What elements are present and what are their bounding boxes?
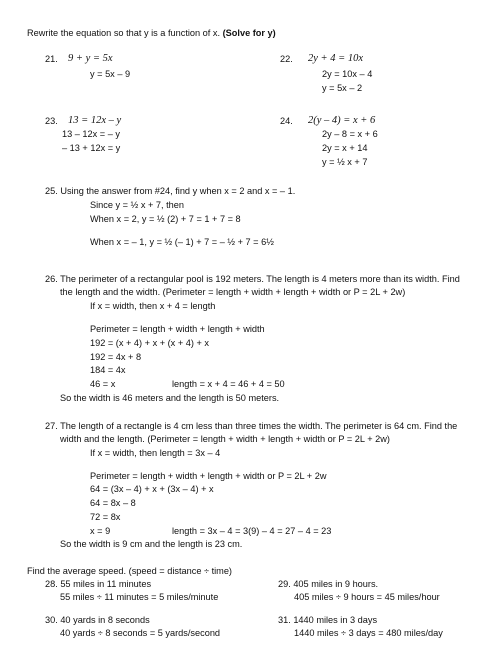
problem-26-step: 192 = 4x + 8 [90, 352, 142, 362]
problem-27-question: 27. The length of a rectangle is 4 cm less than three times the width. The perimeter is 64 cm. Find the [45, 421, 458, 431]
problem-25-step: When x = 2, y = ½ (2) + 7 = 1 + 7 = 8 [90, 214, 241, 224]
problem-26-step: 184 = 4x [90, 365, 126, 375]
problem-24-step: y = ½ x + 7 [322, 157, 368, 167]
problem-21-number: 21. [45, 54, 58, 64]
problem-26-length-step: length = x + 4 = 46 + 4 = 50 [172, 379, 285, 389]
problem-29-answer: 405 miles ÷ 9 hours = 45 miles/hour [294, 592, 440, 602]
problem-27-length-step: length = 3x – 4 = 3(9) – 4 = 27 – 4 = 23 [172, 526, 332, 536]
problem-25-step: Since y = ½ x + 7, then [90, 200, 184, 210]
problem-28-question: 28. 55 miles in 11 minutes [45, 579, 152, 589]
problem-21-equation: 9 + y = 5x [68, 53, 113, 64]
problem-30-answer: 40 yards ÷ 8 seconds = 5 yards/second [60, 628, 221, 638]
problem-22-step: 2y = 10x – 4 [322, 69, 373, 79]
problem-27-step: Perimeter = length + width + length + width or P = 2L + 2w [90, 471, 327, 481]
instruction-text: Rewrite the equation so that y is a function of x. [27, 28, 221, 38]
problem-26-conclusion: So the width is 46 meters and the length is 50 meters. [60, 393, 280, 403]
instruction-bold-text: (Solve for y) [222, 28, 276, 38]
problem-27-step: 64 = (3x – 4) + x + (3x – 4) + x [90, 484, 214, 494]
problem-26-step: 46 = x [90, 379, 116, 389]
problem-26-question-cont: the length and the width. (Perimeter = length + width + length + width or P = 2L + 2w) [60, 287, 406, 297]
problem-27-step: 72 = 8x [90, 512, 121, 522]
problem-31-question: 31. 1440 miles in 3 days [278, 615, 378, 625]
problem-23-step: 13 – 12x = – y [62, 129, 120, 139]
problem-24-number: 24. [280, 116, 293, 126]
problem-22-step: y = 5x – 2 [322, 83, 363, 93]
problem-26-step: If x = width, then x + 4 = length [90, 301, 216, 311]
problem-25-step: When x = – 1, y = ½ (– 1) + 7 = – ½ + 7 = 6½ [90, 237, 274, 247]
problem-23-step: – 13 + 12x = y [62, 143, 121, 153]
speed-heading: Find the average speed. (speed = distance ÷ time) [27, 566, 232, 576]
problem-26-step: 192 = (x + 4) + x + (x + 4) + x [90, 338, 209, 348]
problem-22-equation: 2y + 4 = 10x [308, 53, 363, 64]
problem-24-equation: 2(y – 4) = x + 6 [308, 115, 376, 126]
problem-26-step: Perimeter = length + width + length + width [90, 324, 265, 334]
problem-24-step: 2y = x + 14 [322, 143, 368, 153]
problem-27-conclusion: So the width is 9 cm and the length is 23 cm. [60, 539, 243, 549]
problem-26-question: 26. The perimeter of a rectangular pool is 192 meters. The length is 4 meters more than its width. Find [45, 274, 460, 284]
problem-22-number: 22. [280, 54, 293, 64]
problem-30-question: 30. 40 yards in 8 seconds [45, 615, 150, 625]
problem-31-answer: 1440 miles ÷ 3 days = 480 miles/day [294, 628, 443, 638]
instructions [27, 29, 276, 38]
problem-23-number: 23. [45, 116, 58, 126]
problem-23-equation: 13 = 12x – y [68, 115, 122, 126]
problem-28-answer: 55 miles ÷ 11 minutes = 5 miles/minute [60, 592, 219, 602]
problem-25-question: 25. Using the answer from #24, find y when x = 2 and x = – 1. [45, 186, 296, 196]
problem-29-question: 29. 405 miles in 9 hours. [278, 579, 379, 589]
problem-27-step: x = 9 [90, 526, 111, 536]
problem-27-question-cont: width and the length. (Perimeter = length + width + length + width or P = 2L + 2w) [60, 434, 390, 444]
problem-24-step: 2y – 8 = x + 6 [322, 129, 378, 139]
problem-21-step: y = 5x – 9 [90, 69, 131, 79]
problem-27-step: If x = width, then length = 3x – 4 [90, 448, 221, 458]
problem-27-step: 64 = 8x – 8 [90, 498, 136, 508]
